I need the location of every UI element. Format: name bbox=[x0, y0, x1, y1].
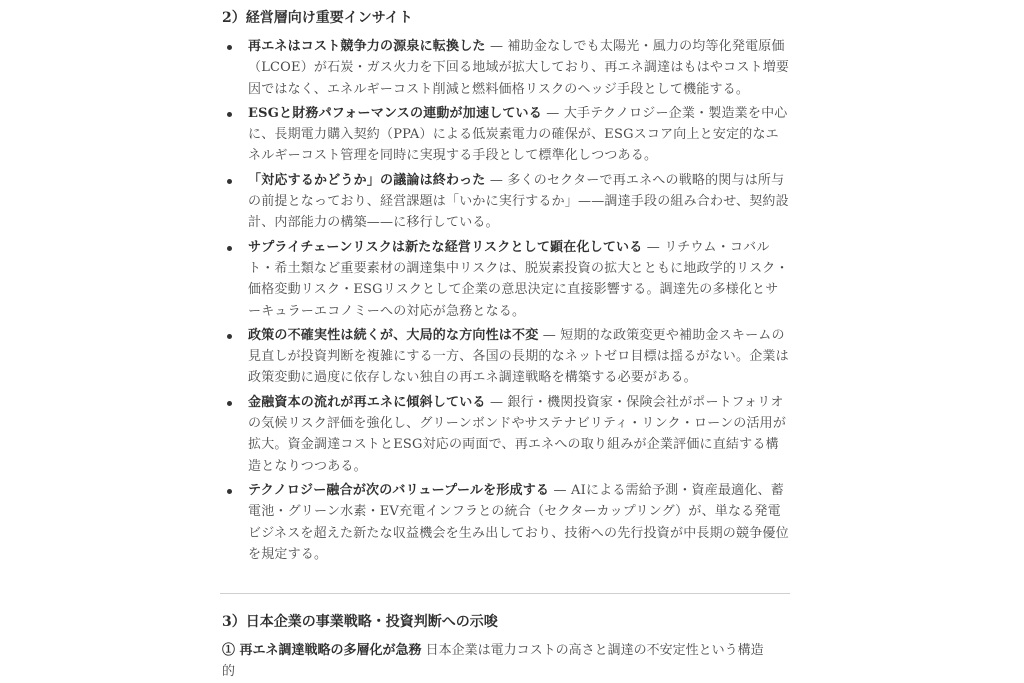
bullet-icon bbox=[227, 112, 232, 117]
bullet-icon bbox=[227, 334, 232, 339]
insight-dash: — bbox=[485, 172, 508, 188]
insight-item-capital-flows bbox=[222, 392, 790, 477]
insight-body: 補助金なしでも太陽光・風力の均等化発電原価（LCOE）が石炭・ガス火力を下回る地域が拡大しており、再エネ調達はもはやコスト増要因ではなく、エネルギーコスト削減と燃料価格リスクのヘッジ手段として機能する。 bbox=[248, 39, 790, 97]
insight-dash: — bbox=[642, 239, 665, 255]
bullet-icon bbox=[227, 45, 232, 50]
insight-lead: 政策の不確実性は続くが、大局的な方向性は不変 bbox=[248, 327, 539, 343]
insight-body: 大手テクノロジー企業・製造業を中心に、長期電力購入契約（PPA）による低炭素電力の確保が、ESGスコア向上と安定的なエネルギーコスト管理を同時に実現する手段として標準化しつつある。 bbox=[248, 105, 788, 164]
paragraph-lead: ① 再エネ調達戦略の多層化が急務 bbox=[222, 643, 422, 658]
insight-dash: — bbox=[538, 327, 561, 343]
section-2-heading: 2）経営層向け重要インサイト bbox=[222, 10, 413, 26]
insight-lead: 「対応するかどうか」の議論は終わった bbox=[248, 172, 486, 188]
section-3-first-paragraph bbox=[222, 640, 770, 683]
insight-body: リチウム・コバルト・希土類など重要素材の調達集中リスクは、脱炭素投資の拡大とともに地政学的リスク・価格変動リスク・ESGリスクとして企業の意思決定に直接影響する。調達先の多様化とサーキュラーエコノミーへの対応が急務となる。 bbox=[248, 239, 789, 319]
insight-dash: — bbox=[549, 482, 572, 498]
insight-dash: — bbox=[541, 105, 564, 121]
bullet-icon bbox=[227, 246, 232, 251]
insight-body: 銀行・機関投資家・保険会社がポートフォリオの気候リスク評価を強化し、グリーンボンドやサステナビリティ・リンク・ローンの活用が拡大。資金調達コストとESG対応の両面で、再エネへの取り組みが企業評価に直結する構造となりつつある。 bbox=[248, 394, 787, 474]
section-divider bbox=[220, 593, 790, 594]
insight-body: AIによる需給予測・資産最適化、蓄電池・グリーン水素・EV充電インフラとの統合（セクターカップリング）が、単なる発電ビジネスを超えた新たな収益機会を生み出しており、技術への先行投資が中長期の競争優位を規定する。 bbox=[248, 482, 789, 562]
bullet-icon bbox=[227, 179, 232, 184]
insight-item-debate-over bbox=[222, 170, 790, 234]
insight-body: 短期的な政策変更や補助金スキームの見直しが投資判断を複雑にする一方、各国の長期的なネットゼロ目標は揺るがない。企業は政策変動に過度に依存しない独自の再エネ調達戦略を構築する必要がある。 bbox=[248, 327, 789, 386]
insight-dash: — bbox=[485, 394, 508, 410]
insight-list bbox=[222, 36, 790, 568]
insight-item-esg-finance bbox=[222, 103, 790, 167]
insight-body: 多くのセクターで再エネへの戦略的関与は所与の前提となっており、経営課題は「いかに実行するか」——調達手段の組み合わせ、契約設計、内部能力の構築——に移行している。 bbox=[248, 172, 789, 231]
paragraph-body: 日本企業は電力コストの高さと調達の不安定性という構造的 bbox=[222, 643, 764, 680]
insight-lead: 金融資本の流れが再エネに傾斜している bbox=[248, 394, 486, 410]
insight-item-policy-uncertainty bbox=[222, 325, 790, 389]
insight-item-supply-chain-risk bbox=[222, 237, 790, 322]
insight-dash: — bbox=[485, 39, 508, 54]
bullet-icon bbox=[227, 401, 232, 406]
insight-item-technology-convergence bbox=[222, 480, 790, 565]
insight-lead: テクノロジー融合が次のバリュープールを形成する bbox=[248, 482, 550, 498]
insight-item-cost-competitiveness bbox=[222, 36, 790, 100]
insight-lead: 再エネはコスト競争力の源泉に転換した bbox=[248, 39, 486, 54]
insight-lead: サプライチェーンリスクは新たな経営リスクとして顕在化している bbox=[248, 239, 643, 255]
bullet-icon bbox=[227, 489, 232, 494]
insight-lead: ESGと財務パフォーマンスの連動が加速している bbox=[248, 105, 542, 121]
section-3-heading: 3）日本企業の事業戦略・投資判断への示唆 bbox=[222, 614, 498, 630]
